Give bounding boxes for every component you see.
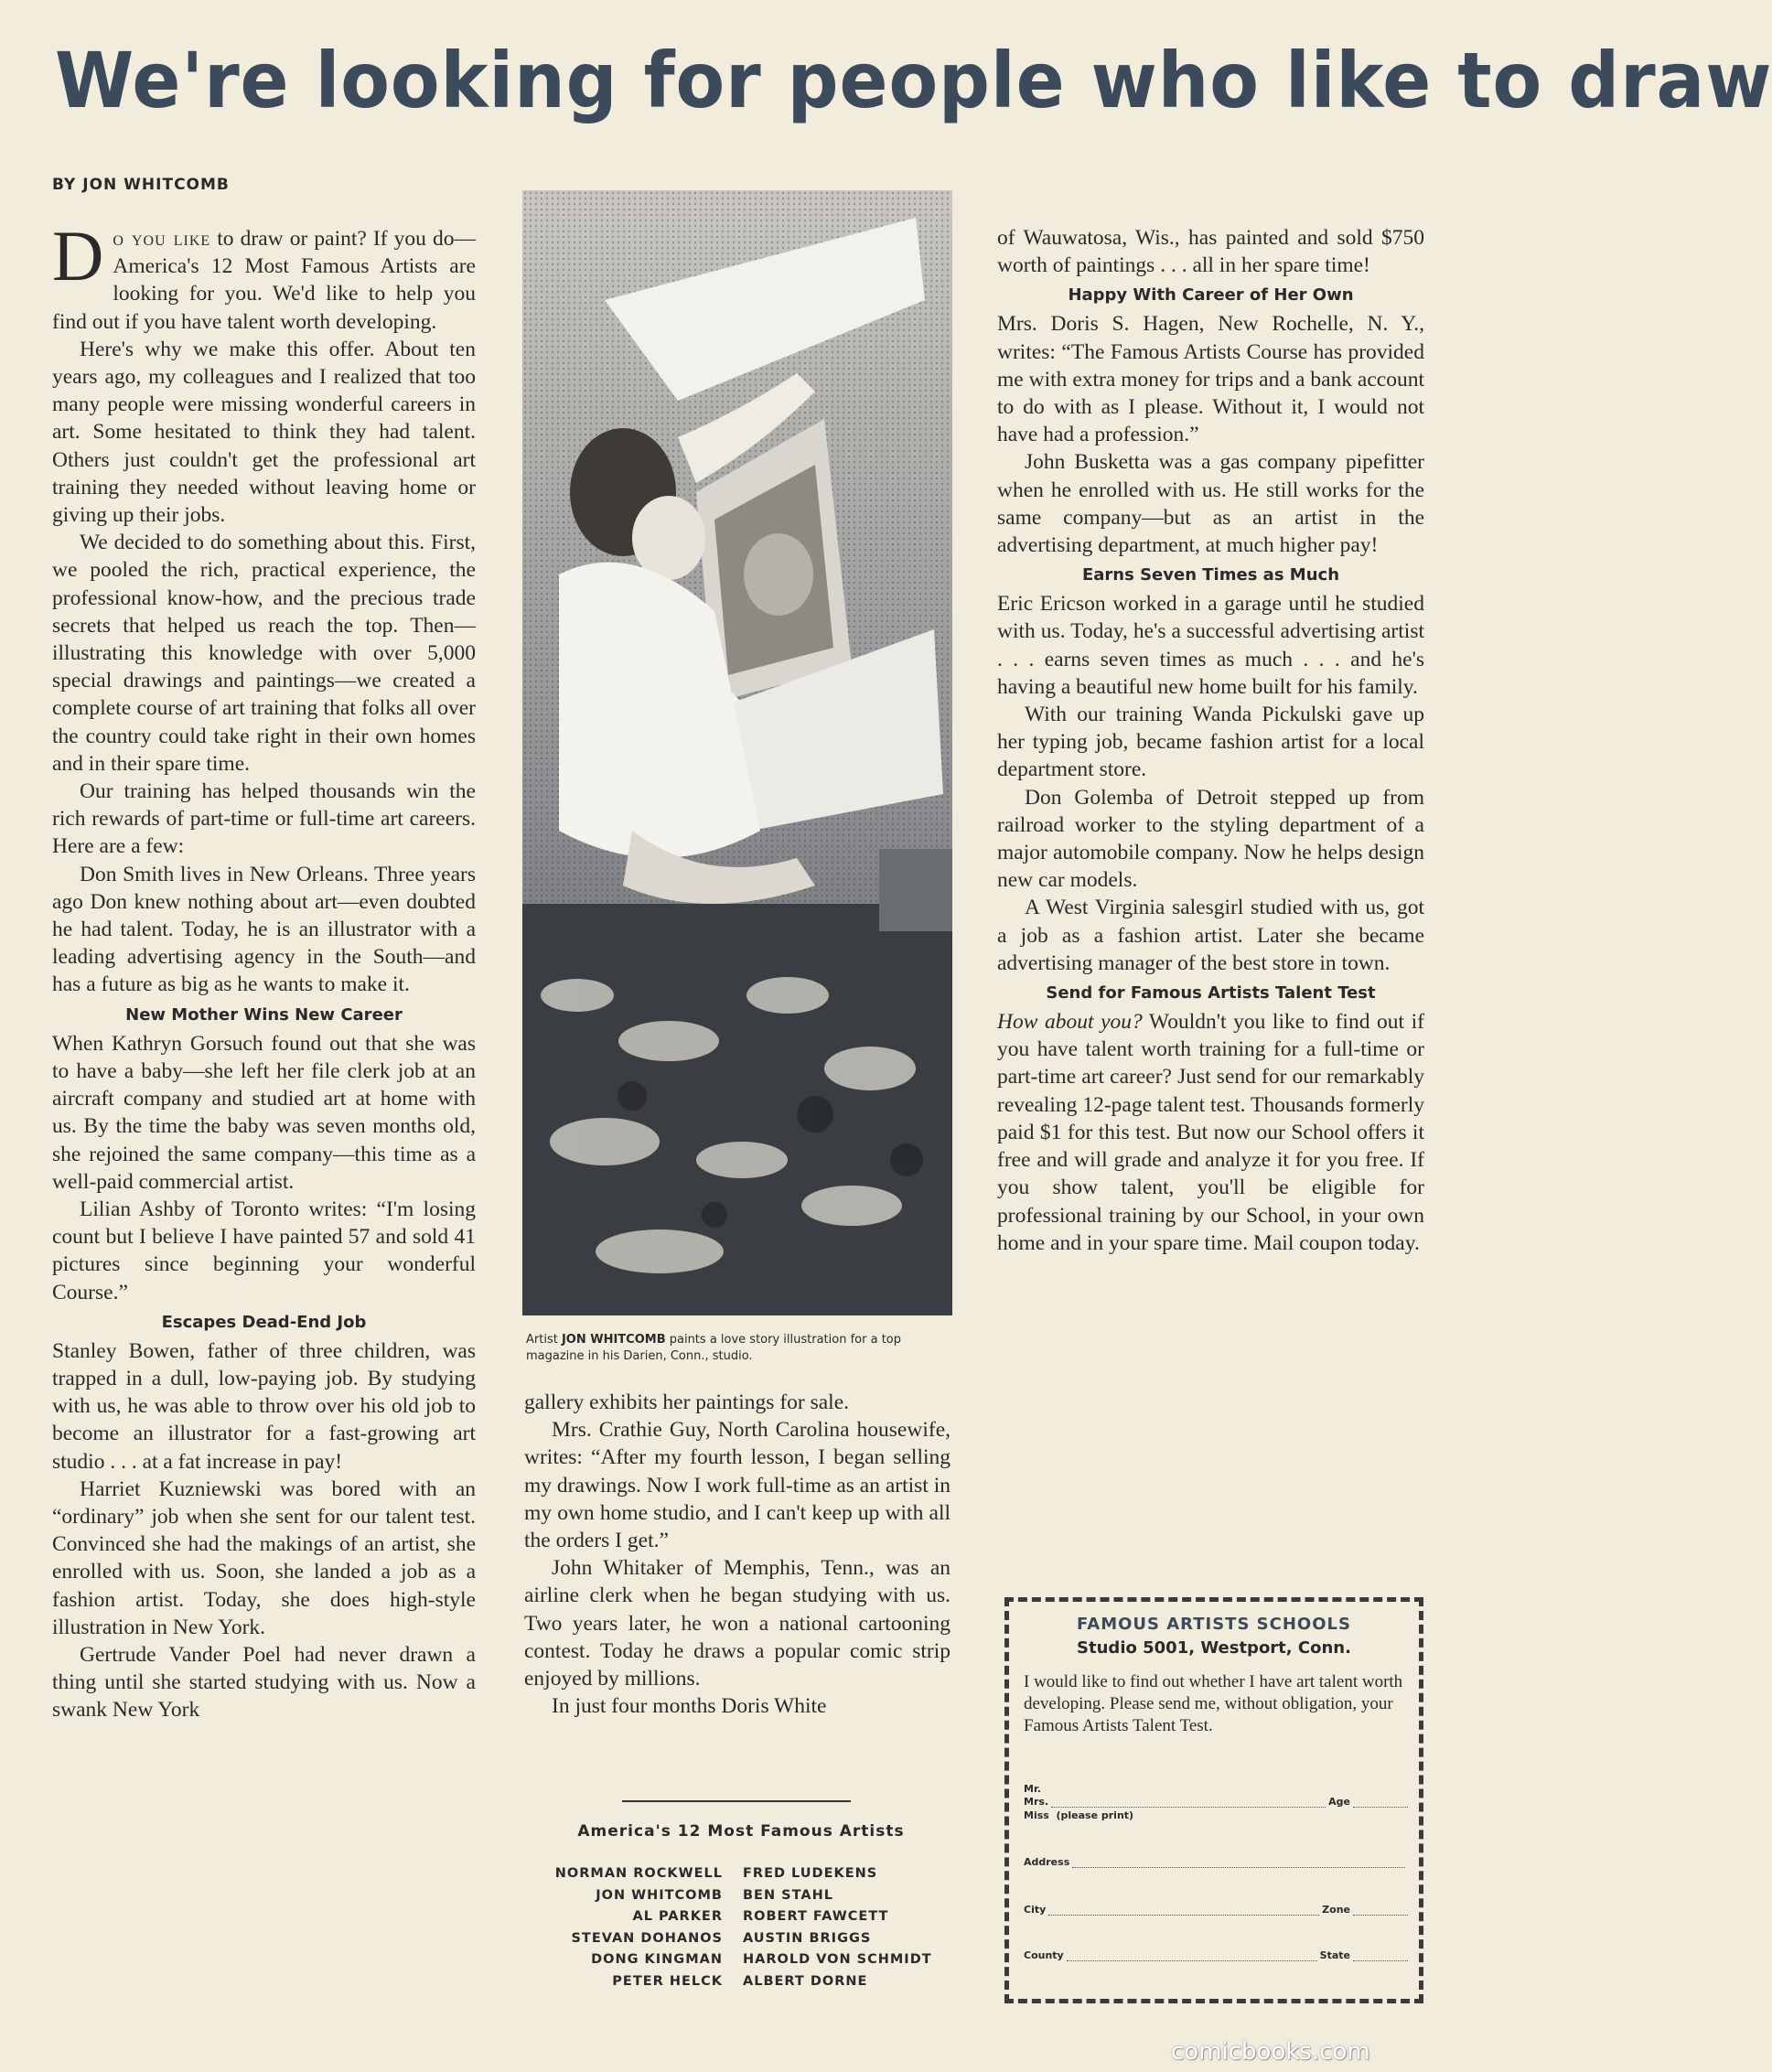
artist-name: HAROLD VON SCHMIDT	[743, 1952, 932, 1967]
artist-name: BEN STAHL	[743, 1887, 833, 1903]
artist-name: ALBERT DORNE	[743, 1973, 868, 1989]
address-field[interactable]: Address	[1024, 1856, 1408, 1868]
artist-painting-image	[522, 190, 952, 1315]
coupon-body: I would like to find out whether I have art talent worth developing. Please send me, without obligation, your Famous Artists Talent Test.	[1024, 1672, 1403, 1735]
artist-name: NORMAN ROCKWELL	[554, 1866, 723, 1881]
watermark: comicbooks.com	[1171, 2038, 1370, 2066]
intro-paragraph: Do you like to draw or paint? If you do—America's 12 Most Famous Artists are looking for you. We'd like to help you find out if you have talent worth developing.	[52, 216, 476, 334]
paragraph: Here's why we make this offer. About ten years ago, my colleagues and I realized that too many people were missing wonderful careers in art. Some hesitated to think they had talent. Others just couldn't get the professional art training they needed without leaving home or giving up their jobs.	[52, 337, 476, 528]
artist-row	[512, 1949, 970, 1971]
subheading: Earns Seven Times as Much	[1081, 565, 1340, 585]
paragraph: gallery exhibits her paintings for sale.	[524, 1390, 850, 1414]
artist-name: FRED LUDEKENS	[743, 1866, 878, 1881]
artist-name: AL PARKER	[632, 1909, 723, 1924]
artist-name: ROBERT FAWCETT	[743, 1909, 889, 1924]
paragraph: Mrs. Crathie Guy, North Carolina housewife, writes: “After my fourth lesson, I began selling my drawings. Now I work full-time as an artist in my own home studio, and I can't keep up with all the orders I get.”	[524, 1418, 950, 1553]
drop-cap: D	[52, 216, 104, 295]
artist-name: STEVAN DOHANOS	[571, 1930, 723, 1946]
mr-field[interactable]: Mr.	[1024, 1783, 1041, 1795]
artist-row	[512, 1906, 970, 1928]
coupon-address: Studio 5001, Westport, Conn.	[1077, 1638, 1351, 1658]
artist-row	[512, 1971, 970, 1993]
artists-list-title: America's 12 Most Famous Artists	[577, 1822, 905, 1841]
paragraph: Our training has helped thousands win the rich rewards of part-time or full-time art careers. Here are a few:	[52, 779, 476, 859]
county-field[interactable]: County State	[1024, 1949, 1408, 1961]
subheading: Happy With Career of Her Own	[1068, 285, 1354, 306]
city-field[interactable]: City Zone	[1024, 1904, 1408, 1916]
paragraph: John Whitaker of Memphis, Tenn., was an airline clerk when he began studying with us. Two years later, he won a national cartooning contest. Today he draws a popular comic strip enjoyed by millions.	[524, 1556, 950, 1691]
paragraph: How about you? Wouldn't you like to find out if you have talent worth training for a full-time or part-time art career? Just send for our remarkably revealing 12-page talent test. Thousands formerly paid $1 for this test. But now our School offers it free and will grade and analyze it for you free. If you show talent, you'll be eligible for professional training by our School, in your own home and in your spare time. Mail coupon today.	[997, 1010, 1424, 1255]
divider	[622, 1800, 851, 1802]
paragraph: We decided to do something about this. First, we pooled the rich, practical experience, the professional know-how, and the precious trade secrets that helped us reach the top. Then—illustrating this knowledge with over 5,000 special drawings and paintings—we created a complete course of art training that folks all over the country could take right in their own homes and in their spare time.	[52, 531, 476, 776]
headline: We're looking for people who like to draw	[55, 36, 1772, 125]
subheading: New Mother Wins New Career	[125, 1004, 403, 1025]
article-column-3	[997, 224, 1424, 1257]
photo-caption: Artist JON WHITCOMB paints a love story illustration for a top magazine in his Darien, Conn., studio.	[526, 1333, 901, 1363]
paragraph: John Busketta was a gas company pipefitter when he enrolled with us. He still works for the same company—but as an artist in the advertising department, at much higher pay!	[997, 450, 1424, 558]
artist-photo	[522, 190, 952, 1315]
paragraph: Lilian Ashby of Toronto writes: “I'm losing count but I believe I have painted 57 and sold 41 pictures since beginning your wonderful Course.”	[52, 1197, 476, 1304]
artist-name: AUSTIN BRIGGS	[743, 1930, 872, 1946]
mail-coupon	[1004, 1597, 1423, 2003]
byline: BY JON WHITCOMB	[52, 176, 230, 194]
paragraph: Mrs. Doris S. Hagen, New Rochelle, N. Y., writes: “The Famous Artists Course has provided me with extra money for trips and a bank account to do with as I please. Without it, I would not have had a profession.”	[997, 312, 1424, 447]
article-column-2	[524, 1389, 950, 1720]
paragraph: A West Virginia salesgirl studied with us, got a job as a fashion artist. Later she became advertising manager of the best store in town.	[997, 896, 1424, 975]
artist-row	[512, 1928, 970, 1950]
artists-list	[512, 1863, 970, 1992]
artist-name: JON WHITCOMB	[596, 1887, 723, 1903]
artist-name: DONG KINGMAN	[591, 1952, 723, 1967]
paragraph: Don Golemba of Detroit stepped up from railroad worker to the styling department of a major automobile company. Now he helps design new car models.	[997, 785, 1424, 893]
paragraph: Stanley Bowen, father of three children, was trapped in a dull, low-paying job. By studying with us, he was able to throw over his old job to become an illustrator for a fast-growing art studio . . . at a fat increase in pay!	[52, 1338, 476, 1474]
paragraph: When Kathryn Gorsuch found out that she was to have a baby—she left her file clerk job at an aircraft company and studied art at home with us. By the time the baby was seven months old, she rejoined the same company—this time as a well-paid commercial artist.	[52, 1031, 476, 1194]
artist-row	[512, 1863, 970, 1885]
paragraph: of Wauwatosa, Wis., has painted and sold $750 worth of paintings . . . all in her spare time!	[997, 226, 1424, 278]
article-column-1	[52, 216, 476, 1724]
paragraph: With our training Wanda Pickulski gave up her typing job, became fashion artist for a local department store.	[997, 703, 1424, 782]
coupon-title: FAMOUS ARTISTS SCHOOLS	[1077, 1615, 1351, 1634]
paragraph: Harriet Kuzniewski was bored with an “ordinary” job when she sent for our talent test. Convinced she had the makings of an artist, she enrolled with us. Soon, she landed a job as a fashion artist. Today, she does high-style illustration in New York.	[52, 1476, 476, 1639]
artist-name: PETER HELCK	[612, 1973, 723, 1989]
paragraph: In just four months Doris White	[552, 1694, 827, 1719]
name-field[interactable]: Mrs. Age	[1024, 1796, 1408, 1808]
miss-field[interactable]: Miss (please print)	[1024, 1809, 1134, 1821]
subheading: Send for Famous Artists Talent Test	[1046, 983, 1376, 1004]
paragraph: Eric Ericson worked in a garage until he studied with us. Today, he's a successful advertising artist . . . earns seven times as much . . . and he's having a beautiful new home built for his family.	[997, 592, 1424, 699]
subheading: Escapes Dead-End Job	[161, 1312, 367, 1332]
paragraph: Don Smith lives in New Orleans. Three years ago Don knew nothing about art—even doubted he had talent. Today, he is an illustrator with a leading advertising agency in the South—and has a future as big as he wants to make it.	[52, 862, 476, 997]
artist-row	[512, 1885, 970, 1907]
paragraph: Gertrude Vander Poel had never drawn a thing until she started studying with us. Now a swank New York	[52, 1642, 476, 1723]
